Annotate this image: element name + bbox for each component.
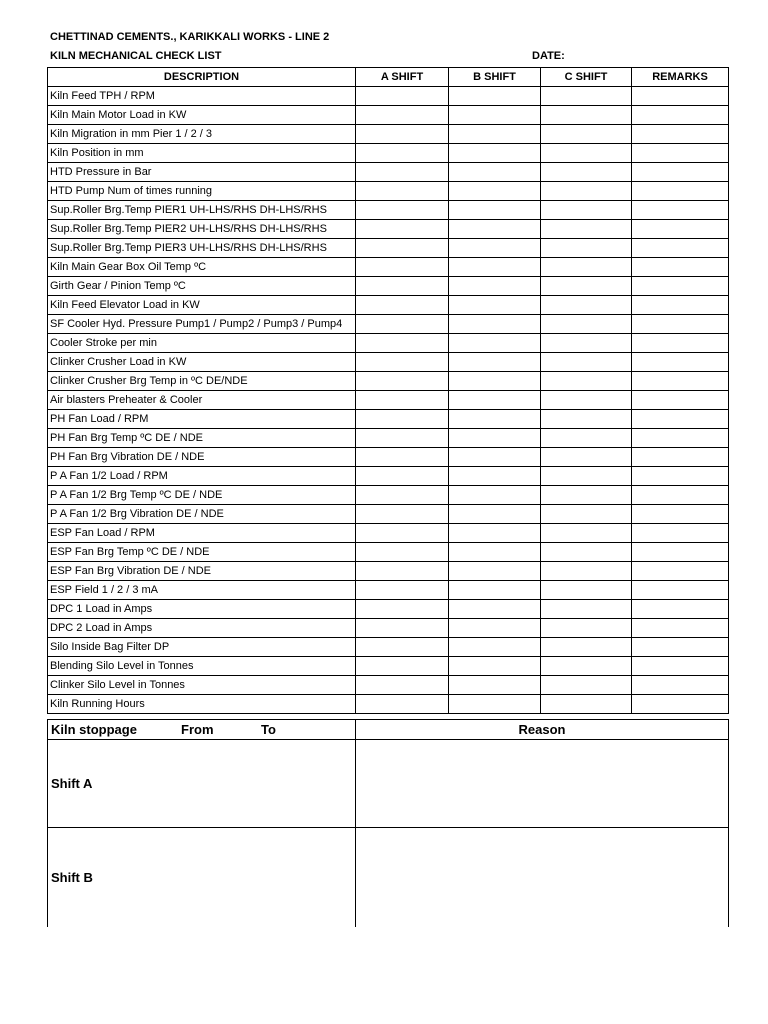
c-shift-cell[interactable]: [541, 695, 632, 714]
table-row: [48, 239, 729, 258]
row-description: Sup.Roller Brg.Temp PIER2 UH-LHS/RHS DH-LHS/RHS: [48, 220, 356, 239]
b-shift-cell[interactable]: [449, 676, 541, 695]
a-shift-cell[interactable]: [356, 334, 449, 353]
c-shift-cell[interactable]: [541, 182, 632, 201]
checklist-table: [47, 67, 729, 714]
column-header-a-shift: A SHIFT: [356, 68, 449, 87]
row-description: Kiln Position in mm: [48, 144, 356, 163]
column-header-c-shift: C SHIFT: [541, 68, 632, 87]
remarks-cell[interactable]: [632, 391, 729, 410]
c-shift-cell[interactable]: [541, 258, 632, 277]
a-shift-cell[interactable]: [356, 125, 449, 144]
c-shift-cell[interactable]: [541, 410, 632, 429]
remarks-cell[interactable]: [632, 695, 729, 714]
table-row: [48, 296, 729, 315]
row-description: Clinker Crusher Brg Temp in ºC DE/NDE: [48, 372, 356, 391]
c-shift-cell[interactable]: [541, 505, 632, 524]
b-shift-cell[interactable]: [449, 296, 541, 315]
to-label: To: [261, 722, 276, 737]
row-description: P A Fan 1/2 Brg Vibration DE / NDE: [48, 505, 356, 524]
remarks-cell[interactable]: [632, 505, 729, 524]
b-shift-cell[interactable]: [449, 581, 541, 600]
table-row: [48, 638, 729, 657]
checklist-title: KILN MECHANICAL CHECK LIST: [50, 50, 222, 62]
b-shift-cell[interactable]: [449, 505, 541, 524]
row-description: Kiln Feed Elevator Load in KW: [48, 296, 356, 315]
remarks-cell[interactable]: [632, 87, 729, 106]
a-shift-cell[interactable]: [356, 676, 449, 695]
b-shift-cell[interactable]: [449, 315, 541, 334]
kiln-stoppage-label: Kiln stoppage: [51, 722, 137, 737]
kiln-stoppage-table: [47, 719, 729, 927]
row-description: Kiln Migration in mm Pier 1 / 2 / 3: [48, 125, 356, 144]
b-shift-cell[interactable]: [449, 87, 541, 106]
table-row: [48, 486, 729, 505]
remarks-cell[interactable]: [632, 277, 729, 296]
table-row: [48, 315, 729, 334]
table-row: [48, 524, 729, 543]
b-shift-cell[interactable]: [449, 220, 541, 239]
c-shift-cell[interactable]: [541, 201, 632, 220]
table-row: [48, 125, 729, 144]
table-row: [48, 258, 729, 277]
remarks-cell[interactable]: [632, 600, 729, 619]
c-shift-cell[interactable]: [541, 676, 632, 695]
remarks-cell[interactable]: [632, 638, 729, 657]
row-description: ESP Fan Brg Temp ºC DE / NDE: [48, 543, 356, 562]
shift-b-label: Shift B: [48, 828, 356, 928]
c-shift-cell[interactable]: [541, 581, 632, 600]
column-header-b-shift: B SHIFT: [449, 68, 541, 87]
row-description: ESP Fan Brg Vibration DE / NDE: [48, 562, 356, 581]
table-row: [48, 87, 729, 106]
b-shift-cell[interactable]: [449, 353, 541, 372]
remarks-cell[interactable]: [632, 467, 729, 486]
c-shift-cell[interactable]: [541, 144, 632, 163]
table-row: [48, 467, 729, 486]
b-shift-cell[interactable]: [449, 619, 541, 638]
c-shift-cell[interactable]: [541, 372, 632, 391]
remarks-cell[interactable]: [632, 562, 729, 581]
b-shift-cell[interactable]: [449, 695, 541, 714]
a-shift-cell[interactable]: [356, 695, 449, 714]
b-shift-cell[interactable]: [449, 334, 541, 353]
row-description: DPC 1 Load in Amps: [48, 600, 356, 619]
a-shift-cell[interactable]: [356, 182, 449, 201]
shift-b-reason-cell[interactable]: [356, 828, 729, 928]
b-shift-cell[interactable]: [449, 144, 541, 163]
b-shift-cell[interactable]: [449, 543, 541, 562]
a-shift-cell[interactable]: [356, 638, 449, 657]
c-shift-cell[interactable]: [541, 220, 632, 239]
remarks-cell[interactable]: [632, 410, 729, 429]
row-description: HTD Pump Num of times running: [48, 182, 356, 201]
c-shift-cell[interactable]: [541, 353, 632, 372]
a-shift-cell[interactable]: [356, 619, 449, 638]
remarks-cell[interactable]: [632, 163, 729, 182]
table-row: [48, 581, 729, 600]
c-shift-cell[interactable]: [541, 619, 632, 638]
a-shift-cell[interactable]: [356, 296, 449, 315]
a-shift-cell[interactable]: [356, 429, 449, 448]
remarks-cell[interactable]: [632, 581, 729, 600]
a-shift-cell[interactable]: [356, 524, 449, 543]
table-row: [48, 657, 729, 676]
c-shift-cell[interactable]: [541, 657, 632, 676]
a-shift-cell[interactable]: [356, 87, 449, 106]
row-description: ESP Field 1 / 2 / 3 mA: [48, 581, 356, 600]
remarks-cell[interactable]: [632, 182, 729, 201]
row-description: PH Fan Brg Vibration DE / NDE: [48, 448, 356, 467]
shift-a-label: Shift A: [48, 740, 356, 828]
b-shift-cell[interactable]: [449, 391, 541, 410]
table-row: [48, 410, 729, 429]
remarks-cell[interactable]: [632, 239, 729, 258]
table-row: [48, 163, 729, 182]
c-shift-cell[interactable]: [541, 562, 632, 581]
b-shift-cell[interactable]: [449, 562, 541, 581]
shift-b-row: [48, 828, 729, 928]
a-shift-cell[interactable]: [356, 600, 449, 619]
remarks-cell[interactable]: [632, 296, 729, 315]
b-shift-cell[interactable]: [449, 125, 541, 144]
column-header-remarks: REMARKS: [632, 68, 729, 87]
row-description: Kiln Main Gear Box Oil Temp ºC: [48, 258, 356, 277]
c-shift-cell[interactable]: [541, 391, 632, 410]
row-description: Girth Gear / Pinion Temp ºC: [48, 277, 356, 296]
remarks-cell[interactable]: [632, 486, 729, 505]
remarks-cell[interactable]: [632, 106, 729, 125]
table-row: [48, 619, 729, 638]
table-row: [48, 695, 729, 714]
date-label: DATE:: [532, 50, 565, 62]
b-shift-cell[interactable]: [449, 163, 541, 182]
c-shift-cell[interactable]: [541, 334, 632, 353]
row-description: PH Fan Brg Temp ºC DE / NDE: [48, 429, 356, 448]
row-description: HTD Pressure in Bar: [48, 163, 356, 182]
remarks-cell[interactable]: [632, 125, 729, 144]
c-shift-cell[interactable]: [541, 600, 632, 619]
shift-a-row: [48, 740, 729, 828]
a-shift-cell[interactable]: [356, 505, 449, 524]
remarks-cell[interactable]: [632, 258, 729, 277]
a-shift-cell[interactable]: [356, 391, 449, 410]
table-row: [48, 391, 729, 410]
c-shift-cell[interactable]: [541, 87, 632, 106]
b-shift-cell[interactable]: [449, 638, 541, 657]
reason-label: Reason: [356, 720, 729, 740]
table-row: [48, 372, 729, 391]
table-header-row: [48, 68, 729, 87]
table-row: [48, 220, 729, 239]
row-description: Air blasters Preheater & Cooler: [48, 391, 356, 410]
remarks-cell[interactable]: [632, 619, 729, 638]
b-shift-cell[interactable]: [449, 372, 541, 391]
b-shift-cell[interactable]: [449, 467, 541, 486]
table-row: [48, 182, 729, 201]
a-shift-cell[interactable]: [356, 258, 449, 277]
c-shift-cell[interactable]: [541, 239, 632, 258]
b-shift-cell[interactable]: [449, 106, 541, 125]
shift-a-reason-cell[interactable]: [356, 740, 729, 828]
a-shift-cell[interactable]: [356, 239, 449, 258]
remarks-cell[interactable]: [632, 201, 729, 220]
remarks-cell[interactable]: [632, 220, 729, 239]
table-row: [48, 106, 729, 125]
c-shift-cell[interactable]: [541, 277, 632, 296]
c-shift-cell[interactable]: [541, 486, 632, 505]
b-shift-cell[interactable]: [449, 600, 541, 619]
remarks-cell[interactable]: [632, 676, 729, 695]
a-shift-cell[interactable]: [356, 410, 449, 429]
row-description: P A Fan 1/2 Brg Temp ºC DE / NDE: [48, 486, 356, 505]
row-description: DPC 2 Load in Amps: [48, 619, 356, 638]
table-row: [48, 277, 729, 296]
row-description: Cooler Stroke per min: [48, 334, 356, 353]
row-description: P A Fan 1/2 Load / RPM: [48, 467, 356, 486]
table-row: [48, 201, 729, 220]
a-shift-cell[interactable]: [356, 163, 449, 182]
a-shift-cell[interactable]: [356, 543, 449, 562]
row-description: Silo Inside Bag Filter DP: [48, 638, 356, 657]
a-shift-cell[interactable]: [356, 220, 449, 239]
row-description: Kiln Main Motor Load in KW: [48, 106, 356, 125]
row-description: Sup.Roller Brg.Temp PIER3 UH-LHS/RHS DH-LHS/RHS: [48, 239, 356, 258]
c-shift-cell[interactable]: [541, 543, 632, 562]
a-shift-cell[interactable]: [356, 277, 449, 296]
remarks-cell[interactable]: [632, 657, 729, 676]
table-row: [48, 505, 729, 524]
table-row: [48, 676, 729, 695]
table-row: [48, 448, 729, 467]
a-shift-cell[interactable]: [356, 201, 449, 220]
row-description: ESP Fan Load / RPM: [48, 524, 356, 543]
c-shift-cell[interactable]: [541, 163, 632, 182]
a-shift-cell[interactable]: [356, 581, 449, 600]
table-row: [48, 429, 729, 448]
a-shift-cell[interactable]: [356, 448, 449, 467]
remarks-cell[interactable]: [632, 144, 729, 163]
b-shift-cell[interactable]: [449, 486, 541, 505]
remarks-cell[interactable]: [632, 524, 729, 543]
row-description: Clinker Crusher Load in KW: [48, 353, 356, 372]
a-shift-cell[interactable]: [356, 657, 449, 676]
a-shift-cell[interactable]: [356, 467, 449, 486]
b-shift-cell[interactable]: [449, 201, 541, 220]
c-shift-cell[interactable]: [541, 448, 632, 467]
remarks-cell[interactable]: [632, 543, 729, 562]
stoppage-header-row: [48, 720, 729, 740]
b-shift-cell[interactable]: [449, 448, 541, 467]
c-shift-cell[interactable]: [541, 524, 632, 543]
remarks-cell[interactable]: [632, 448, 729, 467]
c-shift-cell[interactable]: [541, 106, 632, 125]
row-description: PH Fan Load / RPM: [48, 410, 356, 429]
c-shift-cell[interactable]: [541, 296, 632, 315]
remarks-cell[interactable]: [632, 429, 729, 448]
b-shift-cell[interactable]: [449, 410, 541, 429]
b-shift-cell[interactable]: [449, 524, 541, 543]
c-shift-cell[interactable]: [541, 429, 632, 448]
remarks-cell[interactable]: [632, 372, 729, 391]
table-row: [48, 334, 729, 353]
a-shift-cell[interactable]: [356, 144, 449, 163]
row-description: Sup.Roller Brg.Temp PIER1 UH-LHS/RHS DH-LHS/RHS: [48, 201, 356, 220]
table-row: [48, 600, 729, 619]
document-title: CHETTINAD CEMENTS., KARIKKALI WORKS - LINE 2: [50, 31, 330, 43]
b-shift-cell[interactable]: [449, 277, 541, 296]
b-shift-cell[interactable]: [449, 429, 541, 448]
a-shift-cell[interactable]: [356, 486, 449, 505]
row-description: Clinker Silo Level in Tonnes: [48, 676, 356, 695]
row-description: Kiln Feed TPH / RPM: [48, 87, 356, 106]
a-shift-cell[interactable]: [356, 562, 449, 581]
c-shift-cell[interactable]: [541, 125, 632, 144]
a-shift-cell[interactable]: [356, 353, 449, 372]
c-shift-cell[interactable]: [541, 467, 632, 486]
row-description: Blending Silo Level in Tonnes: [48, 657, 356, 676]
from-label: From: [181, 722, 214, 737]
stoppage-header-cell: [48, 720, 356, 740]
remarks-cell[interactable]: [632, 353, 729, 372]
table-row: [48, 543, 729, 562]
a-shift-cell[interactable]: [356, 315, 449, 334]
b-shift-cell[interactable]: [449, 239, 541, 258]
b-shift-cell[interactable]: [449, 182, 541, 201]
b-shift-cell[interactable]: [449, 258, 541, 277]
row-description: SF Cooler Hyd. Pressure Pump1 / Pump2 / Pump3 / Pump4: [48, 315, 356, 334]
c-shift-cell[interactable]: [541, 638, 632, 657]
c-shift-cell[interactable]: [541, 315, 632, 334]
table-row: [48, 562, 729, 581]
table-row: [48, 353, 729, 372]
b-shift-cell[interactable]: [449, 657, 541, 676]
table-row: [48, 144, 729, 163]
column-header-description: DESCRIPTION: [48, 68, 356, 87]
a-shift-cell[interactable]: [356, 372, 449, 391]
row-description: Kiln Running Hours: [48, 695, 356, 714]
remarks-cell[interactable]: [632, 334, 729, 353]
remarks-cell[interactable]: [632, 315, 729, 334]
a-shift-cell[interactable]: [356, 106, 449, 125]
